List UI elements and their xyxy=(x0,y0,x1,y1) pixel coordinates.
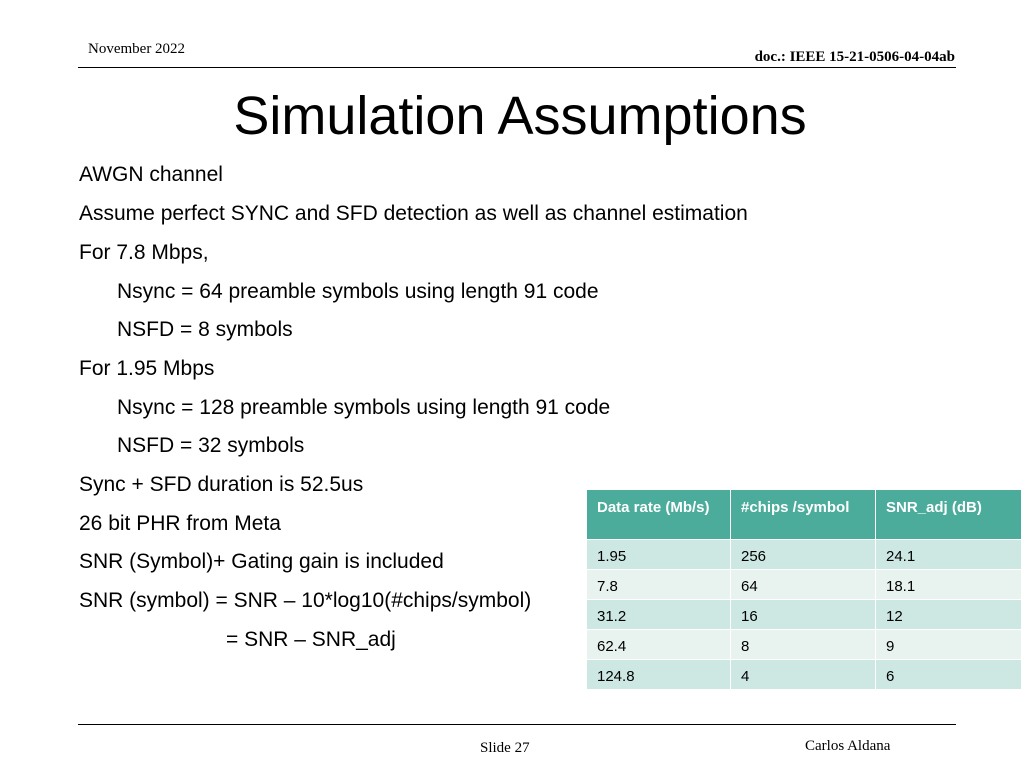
table-cell: 18.1 xyxy=(876,570,1022,600)
body-line: For 1.95 Mbps xyxy=(79,357,215,380)
table-cell: 24.1 xyxy=(876,540,1022,570)
table-cell: 1.95 xyxy=(587,540,731,570)
footer-divider xyxy=(78,724,956,725)
table-cell: 8 xyxy=(731,630,876,660)
body-line: SNR (Symbol)+ Gating gain is included xyxy=(79,550,444,573)
table-row xyxy=(587,600,1022,630)
table-cell: 9 xyxy=(876,630,1022,660)
body-subline: = SNR – SNR_adj xyxy=(226,628,396,651)
table-cell: 12 xyxy=(876,600,1022,630)
table-header-cell: #chips /symbol xyxy=(731,490,876,540)
table-header-cell: SNR_adj (dB) xyxy=(876,490,1022,540)
body-line: Sync + SFD duration is 52.5us xyxy=(79,473,364,496)
footer-author: Carlos Aldana xyxy=(805,738,891,754)
slide-title: Simulation Assumptions xyxy=(233,86,807,146)
header-date: November 2022 xyxy=(88,41,186,57)
table-cell: 64 xyxy=(731,570,876,600)
table-row xyxy=(587,570,1022,600)
body-subline: Nsync = 64 preamble symbols using length 91 code xyxy=(117,280,599,303)
table-header-row xyxy=(587,490,1022,540)
table-cell: 7.8 xyxy=(587,570,731,600)
table-cell: 16 xyxy=(731,600,876,630)
table-row xyxy=(587,660,1022,690)
body-subline: NSFD = 8 symbols xyxy=(117,318,293,341)
body-line: AWGN channel xyxy=(79,163,223,186)
body-line: For 7.8 Mbps, xyxy=(79,241,209,264)
table-header-cell: Data rate (Mb/s) xyxy=(587,490,731,540)
body-line: Assume perfect SYNC and SFD detection as well as channel estimation xyxy=(79,202,748,225)
table-cell: 124.8 xyxy=(587,660,731,690)
header-doc-id: doc.: IEEE 15-21-0506-04-04ab xyxy=(754,49,955,65)
table-row xyxy=(587,540,1022,570)
body-subline: Nsync = 128 preamble symbols using length 91 code xyxy=(117,396,611,419)
body-subline: NSFD = 32 symbols xyxy=(117,434,305,457)
table-cell: 31.2 xyxy=(587,600,731,630)
body-line: SNR (symbol) = SNR – 10*log10(#chips/symbol) xyxy=(79,589,532,612)
snr-adjust-table xyxy=(586,489,1022,690)
header-divider xyxy=(78,67,956,68)
body-line: 26 bit PHR from Meta xyxy=(79,512,281,535)
table-cell: 6 xyxy=(876,660,1022,690)
slide-number: Slide 27 xyxy=(480,740,530,756)
table-cell: 4 xyxy=(731,660,876,690)
table-cell: 62.4 xyxy=(587,630,731,660)
table-cell: 256 xyxy=(731,540,876,570)
table-row xyxy=(587,630,1022,660)
